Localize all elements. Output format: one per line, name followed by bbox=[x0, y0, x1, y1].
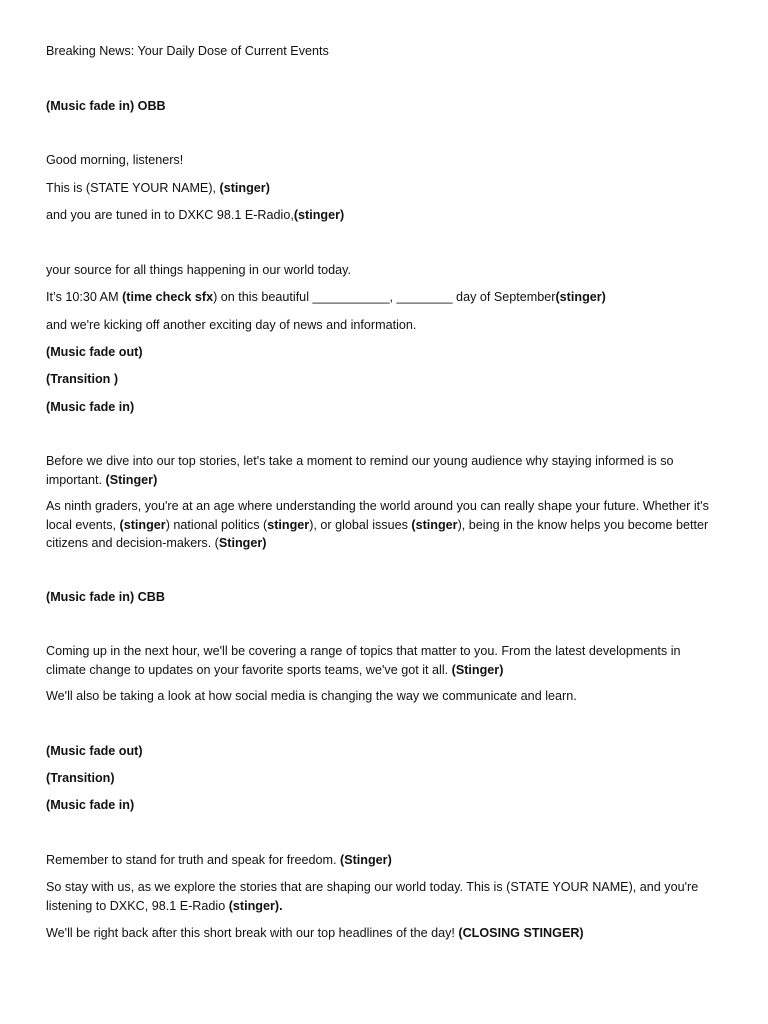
time-text: It’s 10:30 AM bbox=[46, 290, 123, 304]
paragraph-text: As ninth graders, you're at an age where understanding the world around you can really shape your future. Whether it's local events, bbox=[46, 499, 709, 532]
time-check-cue: (time check sfx bbox=[122, 290, 214, 304]
greeting-line: Good morning, listeners! bbox=[46, 153, 184, 167]
music-fade-in-cue: (Music fade in) bbox=[46, 400, 135, 414]
closing-stinger-cue: (CLOSING STINGER) bbox=[458, 926, 584, 940]
stinger-cue: (stinger bbox=[119, 517, 166, 532]
closing-text: We'll be right back after this short break with our top headlines of the day! bbox=[46, 926, 459, 940]
paragraph-text: So stay with us, as we explore the stories that are shaping our world today. This is (STATE YOUR NAME), and you're listening to DXKC, 98.1 E-Radio bbox=[46, 880, 699, 913]
stinger-cue: (stinger) bbox=[293, 208, 345, 222]
music-fade-out-cue: (Music fade out) bbox=[46, 345, 143, 359]
stinger-cue: (stinger bbox=[411, 517, 458, 532]
music-fade-in-cue: (Music fade in) bbox=[46, 798, 135, 812]
obb-cue: (Music fade in) OBB bbox=[46, 99, 166, 113]
reminder-text: Before we dive into our top stories, let's take a moment to remind our young audience why staying informed is so important. bbox=[46, 454, 674, 487]
paragraph-text: ), or global issues bbox=[309, 517, 412, 532]
reminder-paragraph bbox=[46, 452, 722, 489]
stinger-cue: (Stinger) bbox=[451, 662, 504, 677]
paragraph-text: ) national politics ( bbox=[165, 517, 268, 532]
source-line: your source for all things happening in our world today. bbox=[46, 263, 351, 277]
paragraph-text: Coming up in the next hour, we'll be covering a range of topics that matter to you. From the latest developments in climate change to updates on your favorite sports teams, we've got it all. bbox=[46, 644, 681, 677]
transition-cue: (Transition) bbox=[46, 771, 115, 785]
ninth-grade-paragraph bbox=[46, 497, 722, 553]
closing-line bbox=[46, 924, 722, 943]
music-fade-out-cue: (Music fade out) bbox=[46, 744, 143, 758]
truth-text: Remember to stand for truth and speak for freedom. bbox=[46, 853, 340, 867]
host-intro-text: This is (STATE YOUR NAME), bbox=[46, 181, 220, 195]
social-media-line: We'll also be taking a look at how social media is changing the way we communicate and learn. bbox=[46, 689, 577, 703]
stinger-cue: (Stinger) bbox=[105, 472, 158, 487]
stinger-cue: (stinger) bbox=[555, 290, 606, 304]
time-check-line bbox=[46, 288, 722, 307]
stinger-cue: (stinger). bbox=[228, 898, 283, 913]
truth-line bbox=[46, 851, 722, 870]
document-title: Breaking News: Your Daily Dose of Current Events bbox=[46, 44, 329, 58]
coming-up-paragraph bbox=[46, 642, 722, 679]
stinger-cue: (Stinger) bbox=[340, 853, 392, 867]
station-line bbox=[46, 206, 722, 225]
station-text: and you are tuned in to DXKC 98.1 E-Radio, bbox=[46, 208, 294, 222]
cbb-cue: (Music fade in) CBB bbox=[46, 590, 165, 604]
transition-cue: (Transition ) bbox=[46, 372, 119, 386]
stinger-cue: Stinger) bbox=[218, 536, 267, 550]
kickoff-line: and we're kicking off another exciting day of news and information. bbox=[46, 318, 417, 332]
stinger-cue: (stinger) bbox=[219, 181, 270, 195]
date-blank-text: ) on this beautiful ___________, ________ day of September bbox=[213, 290, 556, 304]
stinger-cue: stinger bbox=[267, 517, 310, 532]
stay-with-us-paragraph bbox=[46, 878, 722, 915]
host-intro-line bbox=[46, 179, 722, 198]
paragraph-text: ), being in the know helps you become better citizens and decision-makers. ( bbox=[46, 517, 709, 550]
